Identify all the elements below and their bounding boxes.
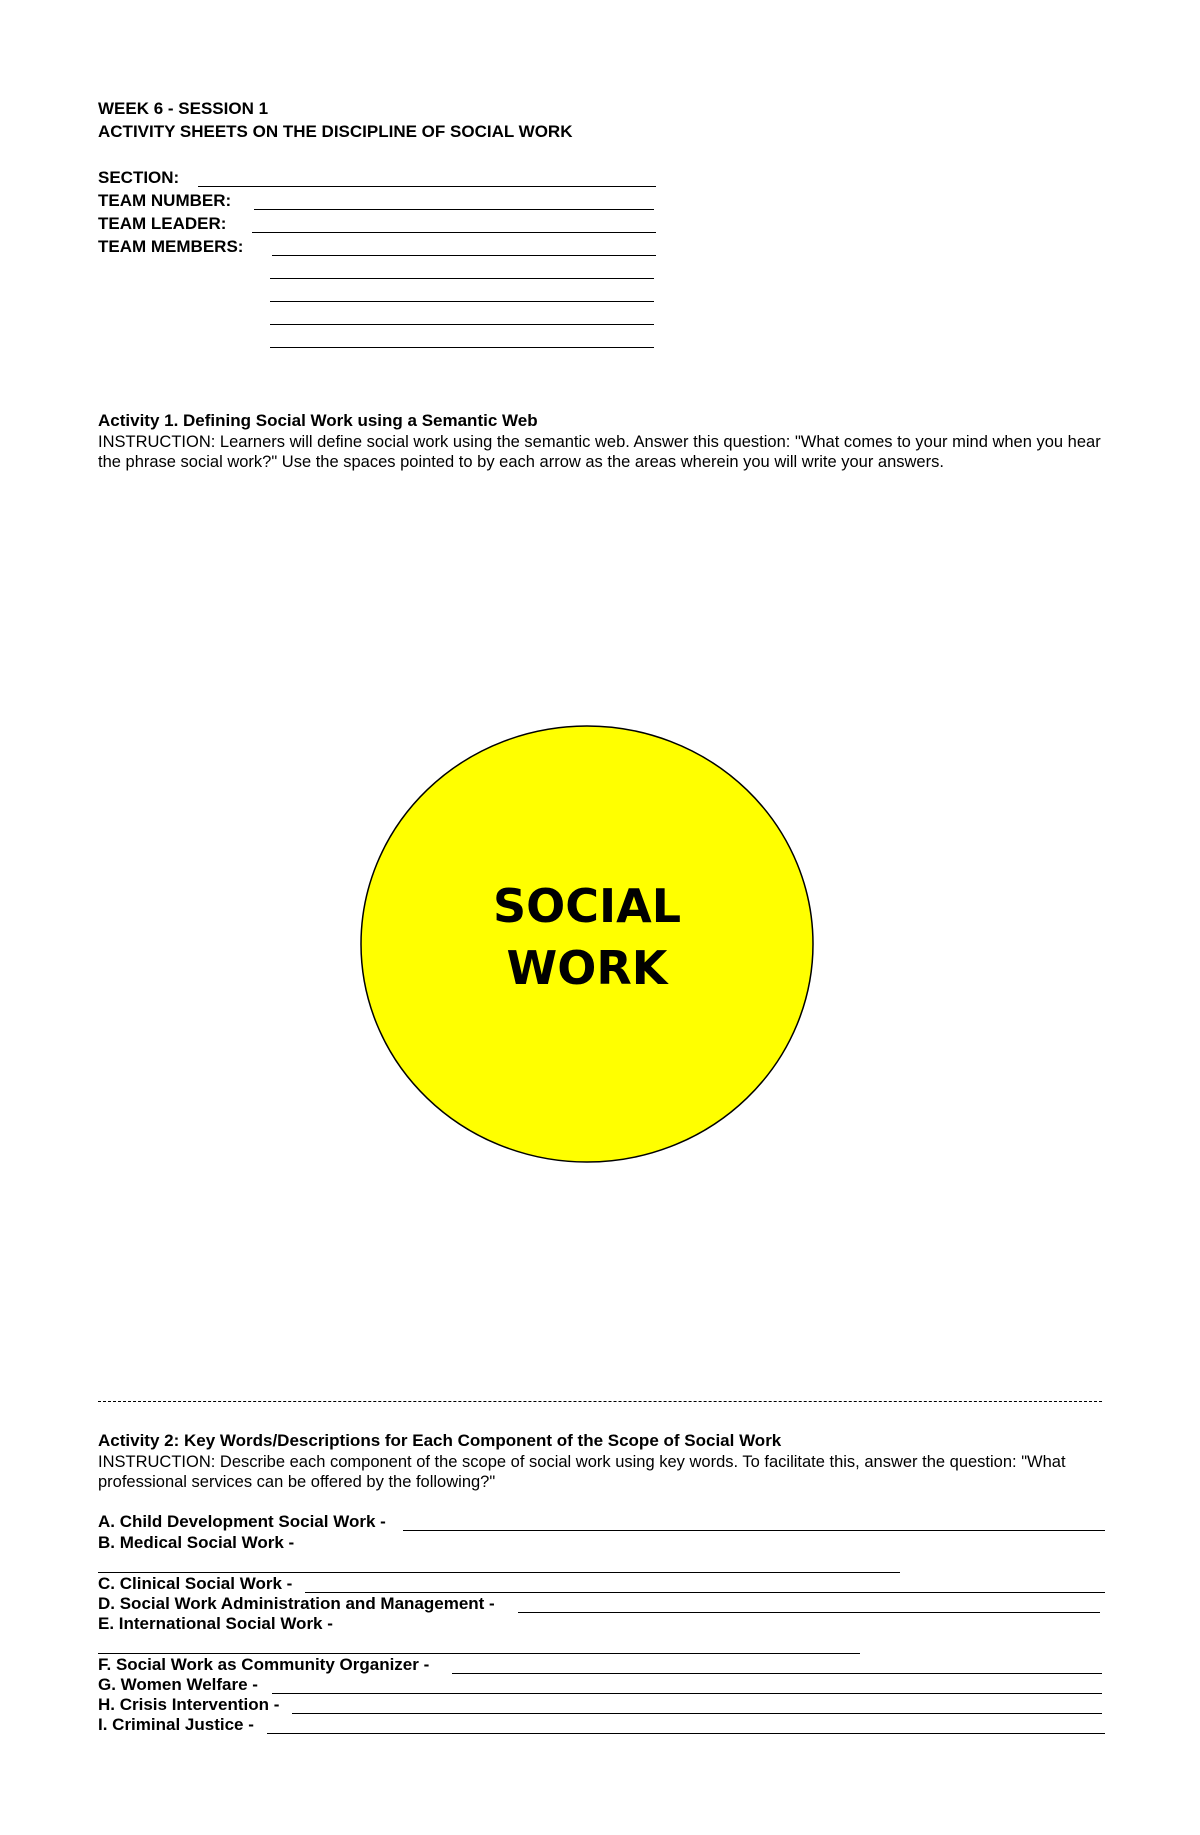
- section-answer-line[interactable]: [198, 186, 656, 187]
- team-member-answer-line[interactable]: [270, 278, 654, 279]
- answer-line[interactable]: [267, 1733, 1105, 1734]
- answer-line[interactable]: [403, 1530, 1105, 1531]
- component-crisis-intervention: H. Crisis Intervention -: [98, 1695, 280, 1714]
- document-title: ACTIVITY SHEETS ON THE DISCIPLINE OF SOCIAL WORK: [98, 122, 573, 141]
- answer-line[interactable]: [272, 1693, 1102, 1694]
- semantic-web-center-label: SOCIAL WORK: [492, 879, 682, 995]
- component-women-welfare: G. Women Welfare -: [98, 1675, 258, 1694]
- team-members-label: TEAM MEMBERS:: [98, 237, 244, 256]
- component-international: E. International Social Work -: [98, 1614, 333, 1633]
- team-number-label: TEAM NUMBER:: [98, 191, 232, 210]
- activity1-instruction: INSTRUCTION: Learners will define social work using the semantic web. Answer this question: "What comes to your mind when you hear the phrase social work?" Use the spaces pointed to by each arrow as the areas wherein you will write your answers.: [98, 433, 1101, 471]
- component-community-organizer: F. Social Work as Community Organizer -: [98, 1655, 430, 1674]
- activity2-instruction: INSTRUCTION: Describe each component of the scope of social work using key words. To facilitate this, answer the question: "What professional services can be offered by the following?": [98, 1453, 1066, 1491]
- team-number-answer-line[interactable]: [254, 209, 654, 210]
- section-divider: [98, 1401, 1102, 1402]
- team-member-answer-line[interactable]: [270, 347, 654, 348]
- semantic-web-center: [358, 723, 816, 1165]
- team-member-answer-line[interactable]: [272, 255, 656, 256]
- activity1-title: Activity 1. Defining Social Work using a Semantic Web: [98, 411, 538, 430]
- component-child-development: A. Child Development Social Work -: [98, 1512, 386, 1531]
- answer-line[interactable]: [98, 1653, 860, 1654]
- answer-line[interactable]: [305, 1592, 1105, 1593]
- team-member-answer-line[interactable]: [270, 324, 654, 325]
- answer-line[interactable]: [452, 1673, 1102, 1674]
- activity2-title: Activity 2: Key Words/Descriptions for Each Component of the Scope of Social Work: [98, 1431, 782, 1450]
- answer-line[interactable]: [292, 1713, 1102, 1714]
- component-clinical: C. Clinical Social Work -: [98, 1574, 293, 1593]
- week-session-heading: WEEK 6 - SESSION 1: [98, 99, 269, 118]
- team-member-answer-line[interactable]: [270, 301, 654, 302]
- answer-line[interactable]: [98, 1572, 900, 1573]
- answer-line[interactable]: [518, 1612, 1100, 1613]
- team-leader-answer-line[interactable]: [252, 232, 656, 233]
- component-medical: B. Medical Social Work -: [98, 1533, 295, 1552]
- team-leader-label: TEAM LEADER:: [98, 214, 227, 233]
- component-administration: D. Social Work Administration and Management -: [98, 1594, 495, 1613]
- component-criminal-justice: I. Criminal Justice -: [98, 1715, 254, 1734]
- section-label: SECTION:: [98, 168, 180, 187]
